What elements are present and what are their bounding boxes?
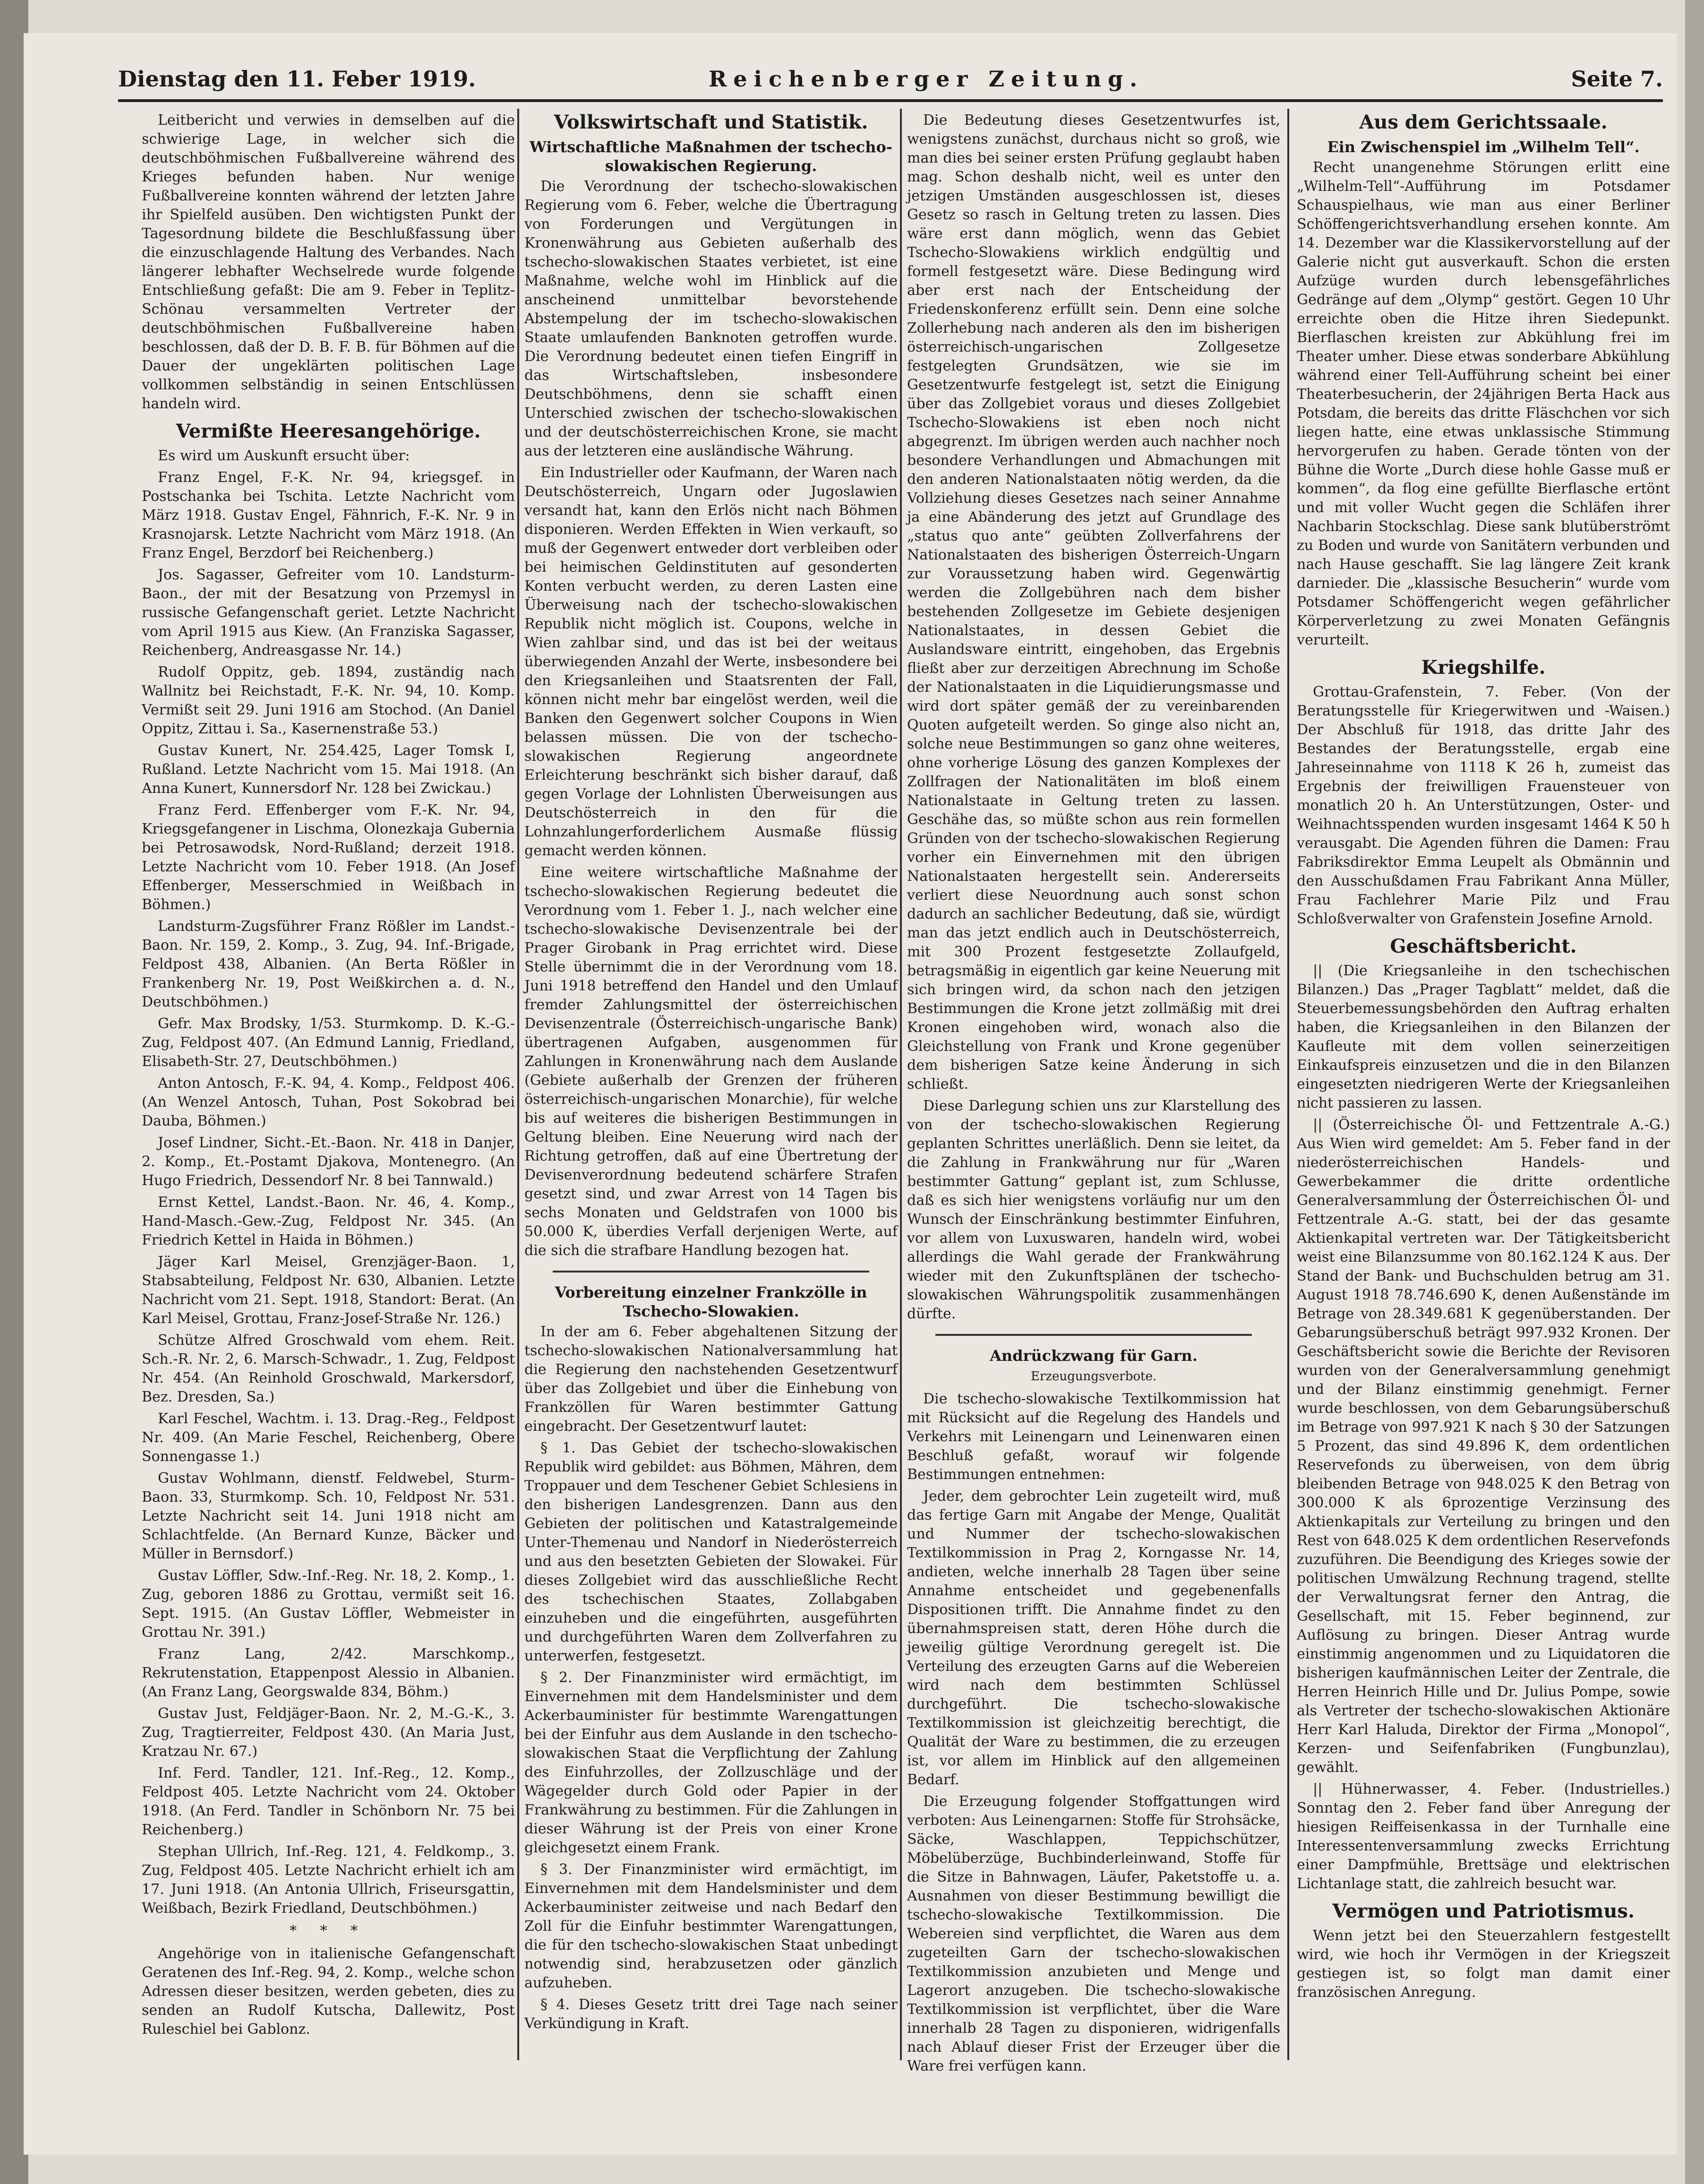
section-title: Aus dem Gerichtssaale.	[1359, 111, 1608, 133]
column-rule	[900, 109, 902, 2060]
column-2	[524, 111, 898, 2048]
list-item: Jos. Sagasser, Gefreiter vom 10. Landsturm-Baon., der mit der Besatzung von Przemysl in russische Gefangenschaft geriet. Letzte Nachricht vom April 1915 aus Kiew. (An Franziska Sagasser, Reichenberg, Andreasgasse Nr. 14.)	[142, 567, 515, 659]
article-subtitle: Erzeugungsverbote.	[1030, 1369, 1157, 1384]
article-text: Ein Industrieller oder Kaufmann, der Waren nach Deutschösterreich, Ungarn oder Jugoslawien versandt hat, kann den Erlös nicht nach Böhmen disponieren. Werden Effekten in Wien verkauft, so muß der Gegenwert entweder dort verbleiben oder bei heimischen Geldinstituten auf gesonderten Konten verbucht werden, zu deren Lasten eine Überweisung nach der tschecho-slowakischen Republik nicht möglich ist. Coupons, welche in Wien zahlbar sind, und das ist bei der weitaus überwiegenden Anzahl der Werte, insbesondere bei den Kriegsanleihen und Staatsrenten der Fall, können nicht mehr bar eingelöst werden, weil die Banken den Gegenwert solcher Coupons in Wien belassen müssen. Die von der tschecho-slowakischen Regierung angeordnete Erleichterung beschränkt sich bisher darauf, daß gegen Vorlage der Lohnlisten Überweisungen aus Deutschösterreich in den für die Lohnzahlungerforderlichem Ausmaße flüssig gemacht werden können.	[524, 464, 898, 859]
article-title: Wirtschaftliche Maßnahmen der tschecho-slowakischen Regierung.	[529, 138, 893, 175]
article-text: Jeder, dem gebrochter Lein zugeteilt wird, muß das fertige Garn mit Angabe der Menge, Qualität und Nummer der tschecho-slowakischen Textilkommission in Prag 2, Korngasse Nr. 14, andieten, welche innerhalb 28 Tagen über seine Annahme entscheidet und gegebenenfalls Dispositionen trifft. Die Annahme findet zu den übernahmspreisen statt, deren Höhe durch die jeweilig gültige Verordnung geregelt ist. Die Verteilung des erzeugten Garns auf die Webereien wird nach dem bestimmten Schlüssel durchgeführt. Die tschecho-slowakische Textilkommission ist gleichzeitig berechtigt, die Qualität der Ware zu bestimmen, die zu erzeugen ist, vor allem im Hinblick auf den allgemeinen Bedarf.	[907, 1488, 1280, 1788]
list-item: Jäger Karl Meisel, Grenzjäger-Baon. 1, Stabsabteilung, Feldpost Nr. 630, Albanien. Letzte Nachricht vom 21. Sept. 1918, Standort: Berat. (An Karl Meisel, Grottau, Franz-Josef-Straße Nr. 126.)	[142, 1254, 515, 1327]
list-item: Schütze Alfred Groschwald vom ehem. Reit. Sch.-R. Nr. 2, 6. Marsch-Schwadr., 1. Zug, Feldpost Nr. 454. (An Reinhold Groschwald, Markersdorf, Bez. Dresden, Sa.)	[142, 1332, 515, 1405]
article-text: Angehörige von in italienische Gefangenschaft Geratenen des Inf.-Reg. 94, 2. Komp., welche schon Adressen dieser besitzen, werden gebeten, dies zu senden an Rudolf Kutscha, Dallewitz, Post Ruleschiel bei Gablonz.	[142, 1945, 515, 2038]
list-item: Gustav Löffler, Sdw.-Inf.-Reg. Nr. 18, 2. Komp., 1. Zug, geboren 1886 zu Grottau, vermißt seit 16. Sept. 1915. (An Gustav Löffler, Webmeister in Grottau Nr. 391.)	[142, 1567, 515, 1641]
column-rule	[517, 109, 519, 2060]
list-item: Josef Lindner, Sicht.-Et.-Baon. Nr. 418 in Danjer, 2. Komp., Et.-Postamt Djakova, Montenegro. (An Hugo Friedrich, Dessendorf Nr. 8 bei Tannwald.)	[142, 1135, 515, 1189]
article-text: § 2. Der Finanzminister wird ermächtigt, im Einvernehmen mit dem Handelsminister und dem Ackerbauminister für bestimmte Warengattungen bei der Einfuhr aus dem Auslande in den tschecho-slowakischen Staat die Verpflichtung der Zahlung des Einfuhrzolles, der Zollzuschläge und der Wägegelder durch Gold oder Papier in der Frankwährung zu bestimmen. Für die Zahlungen in dieser Währung ist der Preis von einer Krone gleichgesetzt einem Frank.	[524, 1669, 898, 1856]
article-text: Die Bedeutung dieses Gesetzentwurfes ist, wenigstens zunächst, durchaus nicht so groß, wie man dies bei seiner ersten Prüfung geglaubt haben mag. Schon deshalb nicht, weil es unter den jetzigen Umständen ausgeschlossen ist, dieses Gesetz so rasch in Geltung treten zu lassen. Dies wäre erst dann möglich, wenn das Gebiet Tschecho-Slowakiens wirklich endgültig und formell festgesetzt wäre. Diese Bedingung wird aber erst nach der Entscheidung der Friedenskonferenz erfüllt sein. Denn eine solche Zollerhebung nach anderen als den im bisherigen österreichisch-ungarischen Zollgesetze festgelegten Grundsätzen, wie sie im Gesetzentwurfe festgelegt ist, setzt die Einigung über das Zollgebiet voraus und dieses Zollgebiet Tschecho-Slowakiens ist eben noch nicht abgegrenzt. Im übrigen werden auch nachher noch besondere Verhandlungen und Abmachungen mit den anderen Nationalstaaten nötig werden, da die Vollziehung dieses Gesetzes nach seiner Annahme ja eine Abänderung des jetzt auf Grundlage des „status quo ante“ geübten Zollverfahrens der Nationalstaaten des bisherigen Österreich-Ungarn zur Voraussetzung haben wird. Gegenwärtig werden die Zollgebühren nach dem bisher bestehenden Zollgesetze im Gebiete desjenigen Nationalstaates, in dessen Gebiet die Auslandsware eintritt, eingehoben, das Ergebnis fließt aber zur derzeitigen Abrechnung im Schoße der Nationalstaaten in die Liquidierungsmasse und wird dort später gemäß der zu vereinbarenden Quoten aufgeteilt werden. So ginge also nicht an, solche neue Bestimmungen so ganz ohne weiteres, ohne vorherige Lösung des ganzen Komplexes der Zollfragen der Nationalitäten im bloß einem Nationalstaate in Geltung treten zu lassen. Geschähe das, so müßte schon aus rein formellen Gründen von der tschecho-slowakischen Regierung vorher ein Einvernehmen mit den übrigen Nationalstaaten hergestellt sein. Andererseits verliert diese Neuordnung auch sonst schon dadurch an sachlicher Bedeutung, daß sie, würdigt man das jetzt endlich auch in Deutschösterreich, mit 300 Prozent festgesetzte Zollaufgeld, betragsmäßig in eigentlich gar keine Neuerung mit sich bringen wird, da schon nach den jetzigen Bestimmungen die Krone jetzt zollmäßig mit drei Kronen eingehoben wird, wonach also die Gleichstellung von Frank und Krone gegenüber dem bisherigen Satze keine Änderung in sich schließt.	[907, 112, 1280, 1092]
list-item: Ernst Kettel, Landst.-Baon. Nr. 46, 4. Komp., Hand-Masch.-Gew.-Zug, Feldpost Nr. 345. (An Friedrich Kettel in Haida in Böhmen.)	[142, 1194, 515, 1248]
list-item: Franz Lang, 2/42. Marschkomp., Rekrutenstation, Etappenpost Alessio in Albanien. (An Franz Lang, Georgswalde 834, Böhm.)	[142, 1646, 515, 1700]
article-text: § 3. Der Finanzminister wird ermächtigt, im Einvernehmen mit dem Handelsminister und dem Ackerbauminister zeitweise und nach Bedarf den Zoll für die Einfuhr bestimmter Warengattungen, die für den tschecho-slowakischen Staat unbedingt notwendig sind, herabzusetzen oder gänzlich aufzuheben.	[524, 1861, 898, 1991]
list-item: Landsturm-Zugsführer Franz Rößler im Landst.-Baon. Nr. 159, 2. Komp., 3. Zug, 94. Inf.-Brigade, Feldpost 438, Albanien. (An Berta Rößler in Frankenberg Nr. 19, Post Weißkirchen a. d. N., Deutschböhmen.)	[142, 918, 515, 1010]
section-title: Volkswirtschaft und Statistik.	[554, 111, 868, 133]
column-4	[1297, 111, 1670, 2048]
article-text: || (Österreichische Öl- und Fettzentrale A.-G.) Aus Wien wird gemeldet: Am 5. Feber fand in der niederösterreichischen Handels- und Gewerbekammer die dritte ordentliche Generalversammlung der Österreichischen Öl- und Fettzentrale A.-G. statt, bei der das gesamte Aktienkapital vertreten war. Der Tätigkeitsbericht weist eine Bilanzsumme von 80.162.124 K aus. Der Stand der Bank- und Buchschulden betrug am 31. August 1918 78.746.690 K, denen Außenstände im Betrage von 28.349.681 K gegenüberstanden. Der Gebarungsüberschuß beträgt 997.932 Kronen. Der Geschäftsbericht sowie die Berichte der Revisoren wurden von der Generalversammlung genehmigt und der Bilanz einstimmig genehmigt. Ferner wurde beschlossen, von dem Gebarungsüberschuß im Betrage von 997.921 K nach § 30 der Satzungen 5 Prozent, das sind 49.896 K, dem ordentlichen Reservefonds zu überweisen, von dem übrig bleibenden Betrage von 948.025 K den Betrag von 300.000 K als 6prozentige Verzinsung des Aktienkapitals zur Verteilung zu bringen und den Rest von 648.025 K dem ordentlichen Reservefonds zuzuführen. Die Beendigung des Krieges sowie der politischen Umwälzung Rechnung tragend, stellte der Verwaltungsrat ferner den Antrag, die Gesellschaft, mit 15. Feber beginnend, zur Auflösung zu bringen. Dieser Antrag wurde einstimmig angenommen und zu Liquidatoren die bisherigen kaufmännischen Leiter der Zentrale, die Herren Heinrich Hille und Dr. Julius Pompe, sowie als Vertreter der tschecho-slowakischen Aktionäre Herr Karl Haluda, Direktor der Firma „Monopol“, Kerzen- und Seifenfabriken (Fungbunzlau), gewählt.	[1297, 1117, 1670, 1776]
article-text: Grottau-Grafenstein, 7. Feber. (Von der Beratungsstelle für Kriegerwitwen und -Waisen.) Der Abschluß für 1918, das dritte Jahr des Bestandes der Beratungsstelle, ergab eine Jahreseinnahme von 1118 K 26 h, zumeist das Ergebnis der freiwilligen Frauensteuer von monatlich 20 h. An Unterstützungen, Oster- und Weihnachtsspenden wurden insgesamt 1464 K 50 h verausgabt. Die Agenden führen die Damen: Frau Fabriksdirektor Emma Leupelt als Obmännin und den Ausschußdamen Frau Fabrikant Anna Müller, Frau Fachlehrer Marie Pilz und Frau Schloßverwalter von Grafenstein Josefine Arnold.	[1297, 684, 1670, 927]
list-item: Gefr. Max Brodsky, 1/53. Sturmkomp. D. K.-G.-Zug, Feldpost 407. (An Edmund Lannig, Friedland, Elisabeth-Str. 27, Deutschböhmen.)	[142, 1015, 515, 1070]
article-text: || (Die Kriegsanleihe in den tschechischen Bilanzen.) Das „Prager Tagblatt“ meldet, daß die Steuerbemessungsbehörden den Auftrag erhalten haben, die Kriegsanleihen in den Bilanzen der Kaufleute mit dem vollen seinerzeitigen Einkaufspreis einzusetzen und die in den Bilanzen eingesetzten niedrigeren Werte der Kriegsanleihen nicht passieren zu lassen.	[1297, 963, 1670, 1111]
list-item: Stephan Ullrich, Inf.-Reg. 121, 4. Feldkomp., 3. Zug, Feldpost 405. Letzte Nachricht erhielt ich am 17. Juni 1918. (An Antonia Ullrich, Friseursgattin, Weißbach, Bezirk Friedland, Deutschböhmen.)	[142, 1843, 515, 1917]
list-item: Gustav Wohlmann, dienstf. Feldwebel, Sturm-Baon. 33, Sturmkomp. Sch. 10, Feldpost Nr. 531. Letzte Nachricht seit 14. Juni 1918 nicht am Schlachtfelde. (An Bernard Kunze, Bäcker und Müller in Bernsdorf.)	[142, 1470, 515, 1562]
list-item: Anton Antosch, F.-K. 94, 4. Komp., Feldpost 406. (An Wenzel Antosch, Tuhan, Post Sokobrad bei Dauba, Böhmen.)	[142, 1075, 515, 1129]
list-item: Gustav Just, Feldjäger-Baon. Nr. 2, M.-G.-K., 3. Zug, Tragtierreiter, Feldpost 430. (An Maria Just, Kratzau Nr. 67.)	[142, 1705, 515, 1760]
page-header	[118, 61, 1663, 102]
column-3	[907, 111, 1280, 2074]
column-rule	[1287, 109, 1289, 2060]
list-item: Inf. Ferd. Tandler, 121. Inf.-Reg., 12. Komp., Feldpost 405. Letzte Nachricht vom 24. Oktober 1918. (An Ferd. Tandler in Schönborn Nr. 75 bei Reichenberg.)	[142, 1765, 515, 1838]
article-text: Wenn jetzt bei den Steuerzahlern festgestellt wird, wie hoch ihr Vermögen in der Kriegszeit gestiegen ist, so folgt man damit einer französischen Anregung.	[1297, 1927, 1670, 2001]
list-item: Rudolf Oppitz, geb. 1894, zuständig nach Wallnitz bei Reichstadt, F.-K. Nr. 94, 10. Komp. Vermißt seit 29. Juni 1916 am Stochod. (An Daniel Oppitz, Zittau i. Sa., Kasernenstraße 53.)	[142, 664, 515, 737]
article-text: In der am 6. Feber abgehaltenen Sitzung der tschecho-slowakischen Nationalversammlung hat die Regierung den nachstehenden Gesetzentwurf über das Zollgebiet und über die Einhebung von Frankzöllen für Waren bestimmter Gattung eingebracht. Der Gesetzentwurf lautet:	[524, 1324, 898, 1435]
column-1	[142, 111, 515, 2048]
list-item: Franz Engel, F.-K. Nr. 94, kriegsgef. in Postschanka bei Tschita. Letzte Nachricht vom März 1918. Gustav Engel, Fähnrich, F.-K. Nr. 9 in Krasnojarsk. Letzte Nachricht vom März 1918. (An Franz Engel, Berzdorf bei Reichenberg.)	[142, 469, 515, 561]
list-item: Gustav Kunert, Nr. 254.425, Lager Tomsk I, Rußland. Letzte Nachricht vom 15. Mai 1918. (An Anna Kunert, Kunnersdorf Nr. 128 bei Zwickau.)	[142, 742, 515, 797]
article-title: Vermißte Heeresangehörige.	[176, 420, 481, 442]
section-title: Kriegshilfe.	[1421, 656, 1546, 679]
header-date: Dienstag den 11. Feber 1919.	[118, 66, 476, 92]
section-title: Geschäftsbericht.	[1390, 935, 1577, 957]
article-text: Diese Darlegung schien uns zur Klarstellung des von der tschecho-slowakischen Regierung geplanten Schrittes unerläßlich. Denn sie leitet, da die Zahlung in Frankwährung nur für „Waren bestimmter Gattung“ geplant ist, zum Schlusse, daß es sich hier wenigstens vorläufig nur um den Wunsch der Einschränkung bestimmter Einfuhren, vor allem von Luxuswaren, handeln wird, wobei allerdings die Wahl gerade der Frankwährung wieder mit den Zukunftsplänen der tschecho-slowakischen Währungspolitik zusammenhängen dürfte.	[907, 1098, 1280, 1322]
article-text: Leitbericht und verwies in demselben auf die schwierige Lage, in welcher sich die deutschböhmischen Fußballvereine während des Krieges befunden haben. Nur wenige Fußballvereine konnten während der letzten Jahre ihr Spielfeld ausüben. Den wichtigsten Punkt der Tagesordnung bildete die Beschlußfassung über die einzuschlagende Haltung des Verbandes. Nach längerer lebhafter Wechselrede wurde folgende Entschließung gefaßt: Die am 9. Feber in Teplitz-Schönau versammelten Vertreter der deutschböhmischen Fußballvereine haben beschlossen, daß der D. B. F. B. für Böhmen auf die Dauer der ungeklärten politischen Lage vollkommen selbständig in seinen Entschlüssen handeln wird.	[142, 112, 515, 412]
article-text: Recht unangenehme Störungen erlitt eine „Wilhelm-Tell“-Aufführung im Potsdamer Schauspielhaus, wie man aus einer Berliner Schöffengerichtsverhandlung ersehen konnte. Am 14. Dezember war die Klassikervorstellung auf der Galerie nicht gut ausverkauft. Schon die ersten Aufzüge wurden durch lebensgefährliches Gedränge auf dem „Olymp“ gestört. Gegen 10 Uhr erreichte oben die Hitze ihren Siedepunkt. Bierflaschen kreisten zur Abkühlung frei im Theater umher. Diese etwas sonderbare Abkühlung während einer Tell-Aufführung scheint bei einer Theaterbesucherin, der 24jährigen Berta Hack aus Potsdam, die bereits das dritte Fläschchen vor sich liegen hatte, eine etwas unklassische Stimmung hervorgerufen zu haben. Gerade tönten von der Bühne die Worte „Durch diese hohle Gasse muß er kommen“, da flog eine gefüllte Bierflasche ertönt und mit voller Wucht gegen die Schläfen ihrer Nachbarin Stockschlag. Diese sank blutüberströmt zu Boden und wurde von Sanitätern verbunden und nach Hause geschafft. Sie lag längere Zeit krank darnieder. Die „klassische Besucherin“ wurde vom Potsdamer Schöffengericht wegen gefährlicher Körperverletzung zu zwei Monaten Gefängnis verurteilt.	[1297, 159, 1670, 648]
article-text: || Hühnerwasser, 4. Feber. (Industrielles.) Sonntag den 2. Feber fand über Anregung der hiesigen Reiffeisenkassa in der Turnhalle eine Interessentenversammlung zwecks Errichtung einer Dampfmühle, Brettsäge und elektrischen Lichtanlage statt, die zahlreich besucht war.	[1297, 1781, 1670, 1892]
divider	[935, 1334, 1252, 1336]
header-masthead: Reichenberger Zeitung.	[709, 66, 1144, 92]
article-text: § 4. Dieses Gesetz tritt drei Tage nach seiner Verkündigung in Kraft.	[524, 1996, 898, 2032]
divider	[553, 1271, 869, 1273]
article-title: Andrückzwang für Garn.	[990, 1347, 1198, 1365]
separator-stars: * * *	[289, 1923, 368, 1939]
section-title: Vermögen und Patriotismus.	[1332, 1900, 1635, 1922]
page-edge-right	[1685, 0, 1704, 2184]
list-item: Franz Ferd. Effenberger vom F.-K. Nr. 94, Kriegsgefangener in Lischma, Olonezkaja Gubernia bei Petrosawodsk, Nord-Rußland; derzeit 1918. Letzte Nachricht vom 10. Feber 1918. (An Josef Effenberger, Messerschmied in Weißbach in Böhmen.)	[142, 802, 515, 913]
article-text: Die tschecho-slowakische Textilkommission hat mit Rücksicht auf die Regelung des Handels und Verkehrs mit Leinengarn und Leinenwaren einen Beschluß gefaßt, worauf wir folgende Bestimmungen entnehmen:	[907, 1391, 1280, 1483]
article-text: Die Erzeugung folgender Stoffgattungen wird verboten: Aus Leinengarnen: Stoffe für Strohsäcke, Säcke, Waschlappen, Teppichschützer, Möbelüberzüge, Buchbinderleinwand, Stoffe für die Sitze in Bahnwagen, Läufer, Paketstoffe u. a. Ausnahmen von dieser Bestimmung bewilligt die tschecho-slowakische Textilkommission. Die Webereien sind verpflichtet, die Waren aus dem zugeteilten Garn der tschecho-slowakischen Textilkommission anzubieten und Menge und Lagerort anzugeben. Die tschecho-slowakische Textilkommission ist verpflichtet, über die Ware innerhalb 28 Tagen zu disponieren, widrigenfalls nach Ablauf dieser Frist der Erzeuger über die Ware frei verfügen kann.	[907, 1793, 1280, 2074]
article-text: § 1. Das Gebiet der tschecho-slowakischen Republik wird gebildet: aus Böhmen, Mähren, dem Troppauer und dem Teschener Gebiet Schlesiens in den bisherigen Landesgrenzen. Dann aus den Gebieten der politischen und Katastralgemeinde Unter-Themenau und Nandorf in Niederösterreich und aus den besetzten Gebieten der Slowakei. Für dieses Zollgebiet wird das ausschließliche Recht des tschechischen Staates, Zollabgaben einzuheben und die eingeführten, ausgeführten und durchgeführten Waren dem Zollverfahren zu unterwerfen, festgesetzt.	[524, 1440, 898, 1664]
article-text: Die Verordnung der tschecho-slowakischen Regierung vom 6. Feber, welche die Übertragung von Forderungen und Vergütungen in Kronenwährung aus Gebieten außerhalb des tschecho-slowakischen Staates verbietet, ist eine Maßnahme, welche wohl im Hinblick auf die anscheinend unmittelbar bevorstehende Abstempelung der im tschecho-slowakischen Staate umlaufenden Banknoten getroffen wurde. Die Verordnung bedeutet einen tiefen Eingriff in das Wirtschaftsleben, insbesondere Deutschböhmens, denn sie schafft einen Unterschied zwischen der tschecho-slowakischen und der deutschösterreichischen Krone, sie macht aus der letzteren eine ausländische Währung.	[524, 178, 898, 459]
header-page-number: Seite 7.	[1571, 66, 1663, 92]
article-lead: Es wird um Auskunft ersucht über:	[158, 447, 410, 464]
article-text: Eine weitere wirtschaftliche Maßnahme der tschecho-slowakischen Regierung bedeutet die Verordnung vom 1. Feber 1. J., nach welcher eine tschecho-slowakische Devisenzentrale bei der Prager Girobank in Prag errichtet wird. Diese Stelle übernimmt die in der Verordnung vom 18. Juni 1918 betreffend den Handel und den Umlauf fremder Zahlungsmittel der österreichischen Devisenzentrale (Österreichisch-ungarische Bank) übertragenen Aufgaben, ausgenommen für Zahlungen in Kronenwährung nach dem Auslande (Gebiete außerhalb der Grenzen der früheren österreichisch-ungarischen Monarchie), für welche bis auf weiteres die bisherigen Bestimmungen in Geltung bleiben. Eine Neuerung wird nach der Richtung getroffen, daß auf eine Übertretung der Devisenverordnung bedeutend schärfere Strafen gesetzt sind, und zwar Arrest von 14 Tagen bis sechs Monaten und Geldstrafen von 1000 bis 50.000 K, überdies Verfall derjenigen Werte, auf die sich die strafbare Handlung bezogen hat.	[524, 864, 898, 1259]
list-item: Karl Feschel, Wachtm. i. 13. Drag.-Reg., Feldpost Nr. 409. (An Marie Feschel, Reichenberg, Obere Sonnengasse 1.)	[142, 1410, 515, 1465]
article-title: Vorbereitung einzelner Frankzölle in Tschecho-Slowakien.	[555, 1283, 867, 1320]
article-title: Ein Zwischenspiel im „Wilhelm Tell“.	[1327, 138, 1640, 156]
